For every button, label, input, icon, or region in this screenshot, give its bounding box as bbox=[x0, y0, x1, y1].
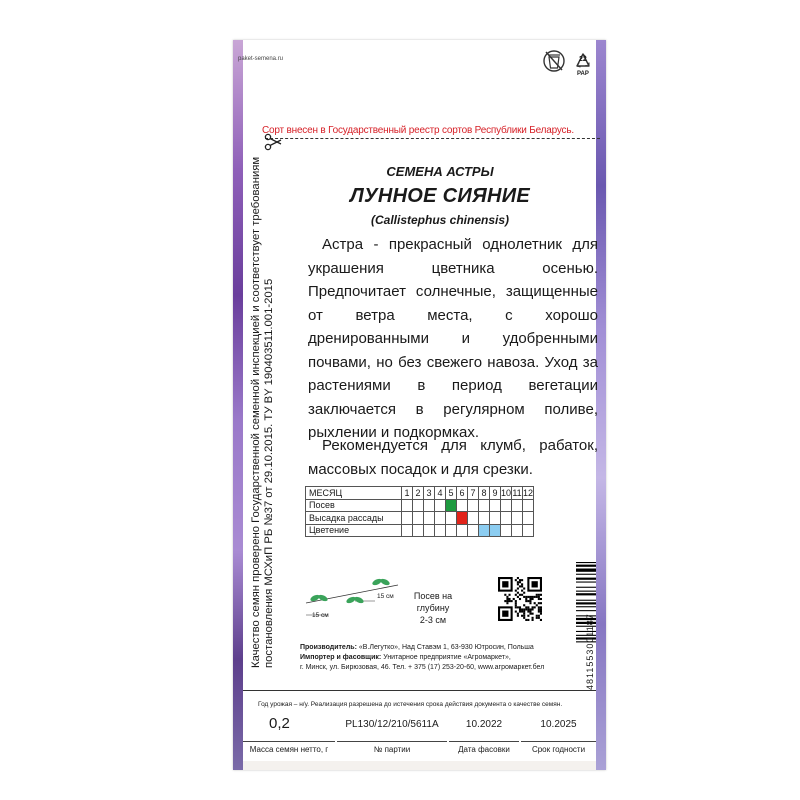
calendar-month-5: 5 bbox=[446, 487, 457, 500]
calendar-cell bbox=[402, 499, 413, 512]
calendar-month-2: 2 bbox=[413, 487, 424, 500]
plant-spacing-label: 15 см bbox=[312, 612, 329, 619]
lot-number-label: № партии bbox=[337, 741, 447, 754]
calendar-cell bbox=[490, 499, 501, 512]
calendar-header-row bbox=[306, 487, 534, 500]
calendar-month-8: 8 bbox=[479, 487, 490, 500]
calendar-cell bbox=[490, 524, 501, 537]
calendar-cell bbox=[468, 499, 479, 512]
calendar-cell bbox=[446, 499, 457, 512]
pack-date-value: 10.2022 bbox=[465, 719, 503, 730]
sowing-depth-label: Посев на глубину bbox=[413, 591, 453, 613]
net-mass-value: 0,2 bbox=[269, 715, 290, 732]
flower-photo-strip-left bbox=[233, 40, 243, 770]
lot-number-cell bbox=[337, 713, 447, 759]
sowing-depth-text bbox=[398, 590, 468, 626]
importer-label: Импортер и фасовщик: bbox=[300, 654, 382, 661]
calendar-cell bbox=[446, 524, 457, 537]
calendar-row bbox=[306, 512, 534, 525]
producer-text: «В.Легутко», Над Ставэм 1, 63-930 Ютросин, Польша bbox=[358, 644, 534, 651]
calendar-cell bbox=[424, 512, 435, 525]
pack-date-cell bbox=[449, 713, 519, 759]
calendar-cell bbox=[435, 512, 446, 525]
sowing-depth-value: 2-3 см bbox=[419, 615, 447, 625]
calendar-cell bbox=[402, 512, 413, 525]
calendar-month-4: 4 bbox=[435, 487, 446, 500]
expiry-date-cell bbox=[521, 713, 596, 759]
calendar-cell bbox=[512, 524, 523, 537]
calendar-month-12: 12 bbox=[523, 487, 534, 498]
sowing-calendar-table bbox=[305, 486, 534, 537]
calendar-month-10: 10 bbox=[501, 487, 512, 498]
calendar-cell bbox=[523, 524, 534, 537]
product-latin-name: (Callistephus chinensis) bbox=[370, 213, 510, 227]
registry-note: Сорт внесен в Государственный реестр сортов Республики Беларусь. bbox=[262, 125, 574, 136]
description-paragraph: Астра - прекрасный однолетник для украшения цветника осенью. Предпочитает солнечные, защищенные от ветра места, с хорошо дренированными и удобренными почвами, но без свежего навоза. Уход за растениями в период вегетации заключается в регулярном поливе, рыхлении и подкормках. bbox=[308, 236, 598, 441]
product-title: ЛУННОЕ СИЯНИЕ bbox=[349, 185, 531, 207]
calendar-cell bbox=[457, 524, 468, 537]
calendar-cell bbox=[446, 512, 457, 525]
quality-certification-text: Качество семян проверено Государственной семенной инспекцией и соответствует требованиям постановления МСХиП РБ №37 от 29.10.2015. ТУ BY 190403511.001-2015 bbox=[250, 156, 275, 668]
calendar-cell bbox=[424, 499, 435, 512]
calendar-cell bbox=[468, 512, 479, 525]
calendar-cell bbox=[435, 524, 446, 537]
recycle-icons bbox=[540, 44, 600, 94]
cut-line bbox=[265, 138, 600, 139]
calendar-cell bbox=[413, 499, 424, 512]
calendar-month-3: 3 bbox=[424, 487, 435, 500]
expiry-date-label: Срок годности bbox=[521, 741, 596, 754]
recycle-code: PAP bbox=[577, 71, 589, 77]
calendar-cell bbox=[490, 512, 501, 525]
recommendation-paragraph: Рекомендуется для клумб, рабаток, массовых посадок и для срезки. bbox=[308, 437, 598, 478]
calendar-cell bbox=[512, 512, 523, 525]
calendar-month-1: 1 bbox=[402, 487, 413, 500]
calendar-cell bbox=[435, 499, 446, 512]
no-litter-icon bbox=[540, 44, 600, 94]
barcode-digits: 4811553001187 bbox=[585, 613, 595, 690]
row-spacing-label: 15 см bbox=[377, 593, 394, 600]
calendar-cell bbox=[501, 512, 512, 525]
calendar-cell bbox=[479, 499, 490, 512]
calendar-cell bbox=[413, 512, 424, 525]
calendar-month-9: 9 bbox=[490, 487, 501, 500]
batch-info-row bbox=[243, 713, 596, 759]
harvest-note: Год урожая – н/у. Реализация разрешена до истечения срока действия документа о качестве семян. bbox=[258, 701, 563, 708]
calendar-row bbox=[306, 524, 534, 537]
producer-label: Производитель: bbox=[300, 644, 357, 651]
recycle-number: 22 bbox=[579, 56, 587, 63]
calendar-row-label: Цветение bbox=[306, 524, 402, 537]
calendar-cell bbox=[479, 512, 490, 525]
importer-text: Унитарное предприятие «Агромаркет», bbox=[383, 654, 511, 661]
calendar-row bbox=[306, 499, 534, 512]
calendar-cell bbox=[501, 524, 512, 537]
calendar-header-label: МЕСЯЦ bbox=[306, 487, 402, 500]
net-mass-label: Масса семян нетто, г bbox=[243, 741, 335, 754]
site-label: paket-semena.ru bbox=[238, 56, 284, 62]
calendar-cell bbox=[501, 499, 512, 512]
lot-number-value: PL130/12/210/5611A bbox=[345, 719, 439, 730]
product-subtitle: СЕМЕНА АСТРЫ bbox=[386, 164, 494, 179]
calendar-cell bbox=[523, 512, 534, 525]
calendar-cell bbox=[479, 524, 490, 537]
calendar-month-7: 7 bbox=[468, 487, 479, 500]
producer-info bbox=[300, 643, 575, 673]
calendar-cell bbox=[402, 524, 413, 537]
expiry-date-value: 10.2025 bbox=[540, 719, 577, 730]
calendar-month-6: 6 bbox=[457, 487, 468, 500]
calendar-row-label: Высадка рассады bbox=[306, 512, 402, 525]
net-mass-cell bbox=[243, 713, 335, 759]
calendar-cell bbox=[424, 524, 435, 537]
calendar-cell bbox=[457, 499, 468, 512]
pack-date-label: Дата фасовки bbox=[449, 741, 519, 754]
calendar-cell bbox=[512, 499, 523, 512]
calendar-cell bbox=[468, 524, 479, 537]
qr-code bbox=[498, 577, 542, 621]
calendar-cell bbox=[523, 499, 534, 512]
calendar-month-11: 11 bbox=[512, 487, 522, 498]
calendar-cell bbox=[413, 524, 424, 537]
calendar-row-label: Посев bbox=[306, 499, 402, 512]
calendar-cell bbox=[457, 512, 468, 525]
importer-address: г. Минск, ул. Бирюзовая, 46. Тел. + 375 (17) 253-20-60, www.агромаркет.бел bbox=[300, 664, 545, 671]
